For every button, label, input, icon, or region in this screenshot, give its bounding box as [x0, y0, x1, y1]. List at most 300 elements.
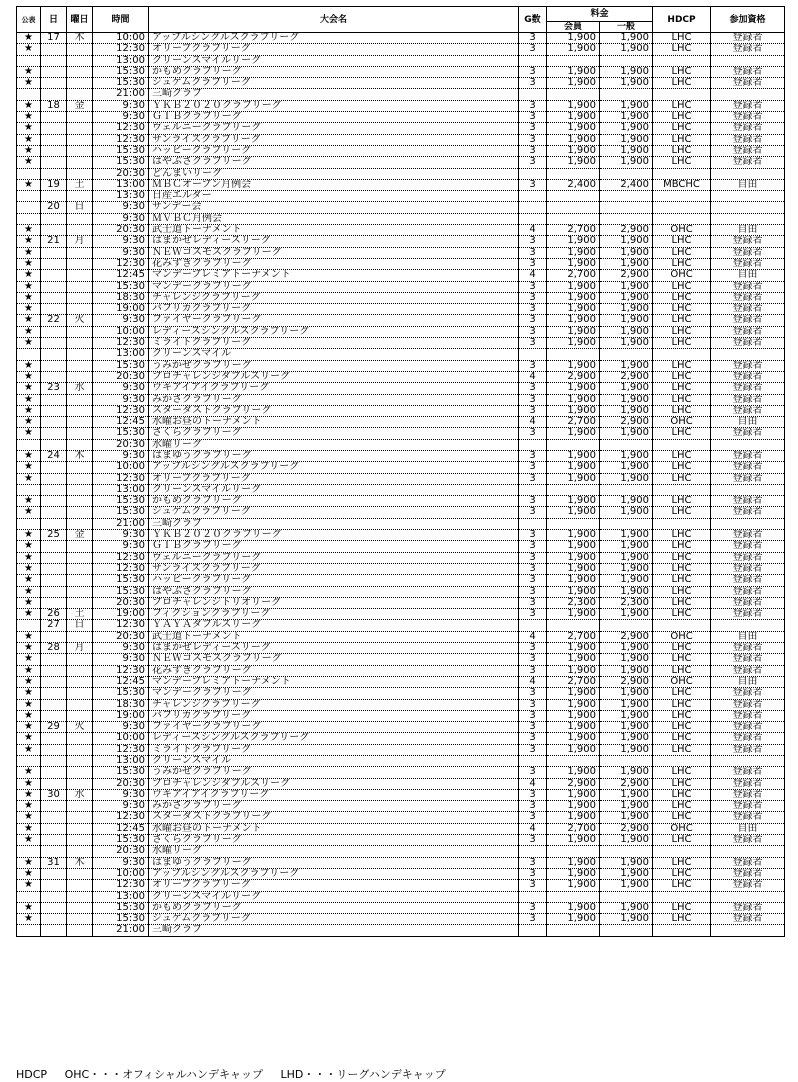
member-fee-cell: 1,900	[547, 643, 600, 654]
member-fee-cell: 1,900	[547, 688, 600, 699]
kohyo-cell: ★	[17, 914, 41, 925]
games-cell: 3	[519, 383, 547, 394]
general-fee-cell: 1,900	[600, 394, 653, 405]
games-cell: 3	[519, 78, 547, 89]
time-cell: 9:30	[93, 236, 149, 247]
kohyo-cell: ★	[17, 699, 41, 710]
table-row	[17, 835, 785, 846]
kohyo-cell: ★	[17, 100, 41, 111]
qualification-cell: 登録者	[711, 100, 785, 111]
hdcp-cell	[653, 439, 711, 450]
games-cell: 3	[519, 541, 547, 552]
time-cell: 12:30	[93, 620, 149, 631]
general-fee-cell: 2,900	[600, 823, 653, 834]
hdcp-cell: LHC	[653, 247, 711, 258]
day-cell	[41, 258, 67, 269]
table-row	[17, 225, 785, 236]
time-cell: 12:30	[93, 134, 149, 145]
general-fee-cell: 1,900	[600, 473, 653, 484]
table-row	[17, 258, 785, 269]
qualification-cell: 登録者	[711, 33, 785, 44]
weekday-cell: 木	[67, 33, 93, 44]
weekday-cell	[67, 112, 93, 123]
time-cell: 15:30	[93, 157, 149, 168]
table-row	[17, 394, 785, 405]
member-fee-cell: 1,900	[547, 112, 600, 123]
games-cell: 3	[519, 326, 547, 337]
member-fee-cell: 1,900	[547, 665, 600, 676]
kohyo-cell: ★	[17, 304, 41, 315]
hdcp-cell: LHC	[653, 643, 711, 654]
general-fee-cell: 1,900	[600, 450, 653, 461]
table-row	[17, 733, 785, 744]
general-fee-cell: 1,900	[600, 654, 653, 665]
qualification-cell: 登録者	[711, 880, 785, 891]
games-cell: 3	[519, 33, 547, 44]
event-name-cell: はまかぜレディースリーグ	[149, 236, 519, 247]
table-row	[17, 428, 785, 439]
day-cell	[41, 518, 67, 529]
header-kohyo: 公表	[17, 7, 41, 33]
table-row	[17, 383, 785, 394]
general-fee-cell: 1,900	[600, 541, 653, 552]
kohyo-cell: ★	[17, 835, 41, 846]
table-row	[17, 450, 785, 461]
qualification-cell	[711, 518, 785, 529]
time-cell: 12:30	[93, 880, 149, 891]
qualification-cell: 登録者	[711, 597, 785, 608]
table-row	[17, 518, 785, 529]
time-cell: 10:00	[93, 733, 149, 744]
time-cell: 9:30	[93, 213, 149, 224]
kohyo-cell: ★	[17, 258, 41, 269]
weekday-cell	[67, 676, 93, 687]
table-row	[17, 699, 785, 710]
member-fee-cell: 2,900	[547, 371, 600, 382]
table-row	[17, 360, 785, 371]
games-cell: 3	[519, 292, 547, 303]
time-cell: 10:00	[93, 868, 149, 879]
qualification-cell	[711, 925, 785, 936]
general-fee-cell: 1,900	[600, 66, 653, 77]
general-fee-cell: 1,900	[600, 914, 653, 925]
time-cell: 10:00	[93, 326, 149, 337]
qualification-cell	[711, 756, 785, 767]
table-row	[17, 33, 785, 44]
general-fee-cell: 1,900	[600, 868, 653, 879]
table-row	[17, 597, 785, 608]
weekday-cell	[67, 360, 93, 371]
table-row	[17, 914, 785, 925]
day-cell	[41, 304, 67, 315]
general-fee-cell	[600, 213, 653, 224]
day-cell	[41, 552, 67, 563]
weekday-cell	[67, 552, 93, 563]
time-cell: 12:30	[93, 563, 149, 574]
qualification-cell	[711, 891, 785, 902]
weekday-cell	[67, 281, 93, 292]
general-fee-cell: 1,900	[600, 665, 653, 676]
kohyo-cell: ★	[17, 665, 41, 676]
general-fee-cell: 1,900	[600, 338, 653, 349]
event-name-cell: かもめクラブリーグ	[149, 902, 519, 913]
day-cell	[41, 428, 67, 439]
kohyo-cell: ★	[17, 823, 41, 834]
time-cell: 15:30	[93, 575, 149, 586]
general-fee-cell: 2,400	[600, 179, 653, 190]
general-fee-cell	[600, 518, 653, 529]
event-name-cell: 水曜お昼のトーナメント	[149, 417, 519, 428]
member-fee-cell: 1,900	[547, 586, 600, 597]
weekday-cell	[67, 631, 93, 642]
weekday-cell: 月	[67, 643, 93, 654]
games-cell	[519, 213, 547, 224]
day-cell: 22	[41, 315, 67, 326]
event-name-cell: 水曜リーグ	[149, 439, 519, 450]
hdcp-cell: OHC	[653, 270, 711, 281]
day-cell	[41, 654, 67, 665]
hdcp-cell: OHC	[653, 676, 711, 687]
table-row	[17, 100, 785, 111]
general-fee-cell: 1,900	[600, 643, 653, 654]
qualification-cell: 自由	[711, 631, 785, 642]
day-cell	[41, 586, 67, 597]
member-fee-cell: 1,900	[547, 394, 600, 405]
hdcp-cell: LHC	[653, 338, 711, 349]
hdcp-cell: LHC	[653, 157, 711, 168]
general-fee-cell: 1,900	[600, 157, 653, 168]
kohyo-cell: ★	[17, 225, 41, 236]
kohyo-cell: ★	[17, 383, 41, 394]
kohyo-cell: ★	[17, 812, 41, 823]
weekday-cell: 金	[67, 100, 93, 111]
member-fee-cell	[547, 349, 600, 360]
event-name-cell: チャレンジクラブリーグ	[149, 699, 519, 710]
weekday-cell	[67, 123, 93, 134]
event-name-cell: プロチャレンジダブルスリーグ	[149, 778, 519, 789]
time-cell: 15:30	[93, 688, 149, 699]
kohyo-cell	[17, 168, 41, 179]
qualification-cell: 登録者	[711, 44, 785, 55]
games-cell: 3	[519, 405, 547, 416]
weekday-cell	[67, 801, 93, 812]
weekday-cell	[67, 496, 93, 507]
kohyo-cell: ★	[17, 496, 41, 507]
general-fee-cell	[600, 846, 653, 857]
member-fee-cell: 1,900	[547, 236, 600, 247]
day-cell	[41, 78, 67, 89]
hdcp-cell	[653, 349, 711, 360]
member-fee-cell: 1,900	[547, 507, 600, 518]
event-name-cell: サンライズクラブリーグ	[149, 134, 519, 145]
kohyo-cell: ★	[17, 563, 41, 574]
kohyo-cell: ★	[17, 338, 41, 349]
games-cell	[519, 55, 547, 66]
qualification-cell: 登録者	[711, 575, 785, 586]
games-cell: 3	[519, 563, 547, 574]
hdcp-cell: LHC	[653, 767, 711, 778]
hdcp-cell: LHC	[653, 733, 711, 744]
weekday-cell: 火	[67, 722, 93, 733]
time-cell: 15:30	[93, 507, 149, 518]
hdcp-cell: LHC	[653, 462, 711, 473]
qualification-cell: 登録者	[711, 507, 785, 518]
games-cell: 3	[519, 733, 547, 744]
table-row	[17, 123, 785, 134]
qualification-cell: 登録者	[711, 778, 785, 789]
kohyo-cell: ★	[17, 880, 41, 891]
general-fee-cell	[600, 891, 653, 902]
hdcp-cell: LHC	[653, 857, 711, 868]
table-row	[17, 676, 785, 687]
day-cell: 26	[41, 609, 67, 620]
day-cell	[41, 902, 67, 913]
event-name-cell: サンライズクラブリーグ	[149, 563, 519, 574]
qualification-cell: 登録者	[711, 371, 785, 382]
qualification-cell: 登録者	[711, 654, 785, 665]
hdcp-cell	[653, 55, 711, 66]
general-fee-cell	[600, 484, 653, 495]
general-fee-cell: 1,900	[600, 33, 653, 44]
qualification-cell: 登録者	[711, 473, 785, 484]
day-cell	[41, 575, 67, 586]
member-fee-cell	[547, 518, 600, 529]
day-cell	[41, 496, 67, 507]
time-cell: 18:30	[93, 292, 149, 303]
qualification-cell: 登録者	[711, 767, 785, 778]
member-fee-cell: 1,900	[547, 575, 600, 586]
general-fee-cell: 1,900	[600, 281, 653, 292]
table-row	[17, 496, 785, 507]
event-name-cell: 武士道トーナメント	[149, 225, 519, 236]
header-event: 大会名	[149, 7, 519, 33]
general-fee-cell: 2,900	[600, 225, 653, 236]
day-cell	[41, 55, 67, 66]
qualification-cell	[711, 484, 785, 495]
table-row	[17, 925, 785, 936]
qualification-cell: 登録者	[711, 428, 785, 439]
qualification-cell: 登録者	[711, 462, 785, 473]
kohyo-cell: ★	[17, 654, 41, 665]
qualification-cell: 登録者	[711, 258, 785, 269]
general-fee-cell	[600, 620, 653, 631]
kohyo-cell: ★	[17, 631, 41, 642]
general-fee-cell: 1,900	[600, 405, 653, 416]
qualification-cell: 登録者	[711, 722, 785, 733]
time-cell: 15:30	[93, 835, 149, 846]
day-cell	[41, 631, 67, 642]
hdcp-cell	[653, 620, 711, 631]
games-cell: 3	[519, 722, 547, 733]
weekday-cell	[67, 586, 93, 597]
weekday-cell	[67, 168, 93, 179]
table-row	[17, 484, 785, 495]
day-cell	[41, 326, 67, 337]
games-cell: 3	[519, 789, 547, 800]
day-cell	[41, 134, 67, 145]
general-fee-cell: 1,900	[600, 326, 653, 337]
time-cell: 12:30	[93, 258, 149, 269]
time-cell: 15:30	[93, 145, 149, 156]
member-fee-cell: 1,900	[547, 78, 600, 89]
time-cell: 19:00	[93, 304, 149, 315]
qualification-cell: 登録者	[711, 394, 785, 405]
day-cell	[41, 925, 67, 936]
general-fee-cell: 1,900	[600, 78, 653, 89]
qualification-cell: 登録者	[711, 315, 785, 326]
event-name-cell: 花みずきクラブリーグ	[149, 258, 519, 269]
hdcp-cell: LHC	[653, 778, 711, 789]
table-row	[17, 665, 785, 676]
table-row	[17, 563, 785, 574]
games-cell: 3	[519, 801, 547, 812]
day-cell: 31	[41, 857, 67, 868]
games-cell: 3	[519, 473, 547, 484]
event-name-cell: ウキアイアイクラブリーグ	[149, 789, 519, 800]
kohyo-cell: ★	[17, 247, 41, 258]
day-cell	[41, 473, 67, 484]
hdcp-cell: LHC	[653, 473, 711, 484]
weekday-cell	[67, 880, 93, 891]
qualification-cell: 登録者	[711, 326, 785, 337]
event-name-cell: みかさクラブリーグ	[149, 801, 519, 812]
day-cell	[41, 835, 67, 846]
general-fee-cell: 1,900	[600, 722, 653, 733]
weekday-cell: 日	[67, 202, 93, 213]
event-name-cell: サンデー会	[149, 202, 519, 213]
member-fee-cell	[547, 846, 600, 857]
qualification-cell	[711, 439, 785, 450]
games-cell: 3	[519, 66, 547, 77]
kohyo-cell: ★	[17, 123, 41, 134]
time-cell: 13:00	[93, 55, 149, 66]
member-fee-cell: 1,900	[547, 66, 600, 77]
member-fee-cell: 1,900	[547, 258, 600, 269]
time-cell: 9:30	[93, 450, 149, 461]
member-fee-cell	[547, 620, 600, 631]
table-row	[17, 643, 785, 654]
hdcp-cell: LHC	[653, 586, 711, 597]
event-name-cell: レディースシングルスクラブリーグ	[149, 326, 519, 337]
general-fee-cell: 1,900	[600, 575, 653, 586]
kohyo-cell: ★	[17, 394, 41, 405]
time-cell: 15:30	[93, 914, 149, 925]
table-row	[17, 530, 785, 541]
general-fee-cell: 1,900	[600, 710, 653, 721]
kohyo-cell: ★	[17, 507, 41, 518]
time-cell: 12:45	[93, 417, 149, 428]
event-name-cell: レディースシングルスクラブリーグ	[149, 733, 519, 744]
header-time: 時間	[93, 7, 149, 33]
member-fee-cell	[547, 202, 600, 213]
member-fee-cell: 2,700	[547, 823, 600, 834]
member-fee-cell: 1,900	[547, 902, 600, 913]
general-fee-cell: 2,900	[600, 631, 653, 642]
hdcp-cell	[653, 202, 711, 213]
time-cell: 9:30	[93, 247, 149, 258]
header-games: G数	[519, 7, 547, 33]
footer-ohc: OHC・・・オフィシャルハンデキャップ	[64, 1068, 263, 1081]
schedule-sheet	[16, 6, 784, 937]
table-row	[17, 801, 785, 812]
event-name-cell: 水曜リーグ	[149, 846, 519, 857]
hdcp-cell: LHC	[653, 722, 711, 733]
games-cell: 3	[519, 767, 547, 778]
event-name-cell: ＹＫＢ２０２０クラブリーグ	[149, 100, 519, 111]
member-fee-cell: 1,900	[547, 880, 600, 891]
games-cell: 4	[519, 270, 547, 281]
qualification-cell: 登録者	[711, 733, 785, 744]
games-cell: 3	[519, 880, 547, 891]
hdcp-cell: OHC	[653, 631, 711, 642]
general-fee-cell: 1,900	[600, 530, 653, 541]
weekday-cell	[67, 394, 93, 405]
hdcp-cell: LHC	[653, 654, 711, 665]
time-cell: 9:30	[93, 100, 149, 111]
day-cell: 29	[41, 722, 67, 733]
weekday-cell	[67, 89, 93, 100]
kohyo-cell: ★	[17, 789, 41, 800]
time-cell: 9:30	[93, 857, 149, 868]
member-fee-cell: 2,700	[547, 417, 600, 428]
hdcp-cell: LHC	[653, 44, 711, 55]
day-cell	[41, 846, 67, 857]
table-row	[17, 654, 785, 665]
weekday-cell	[67, 439, 93, 450]
day-cell	[41, 394, 67, 405]
hdcp-cell	[653, 89, 711, 100]
games-cell: 3	[519, 123, 547, 134]
hdcp-cell: LHC	[653, 112, 711, 123]
games-cell: 4	[519, 823, 547, 834]
table-row	[17, 315, 785, 326]
member-fee-cell: 1,900	[547, 100, 600, 111]
hdcp-cell: LHC	[653, 835, 711, 846]
day-cell	[41, 439, 67, 450]
weekday-cell	[67, 462, 93, 473]
games-cell	[519, 620, 547, 631]
event-name-cell: ＮＥＷコスモスクラブリーグ	[149, 654, 519, 665]
weekday-cell	[67, 541, 93, 552]
time-cell: 15:30	[93, 428, 149, 439]
general-fee-cell: 1,900	[600, 134, 653, 145]
table-row	[17, 620, 785, 631]
time-cell: 15:30	[93, 281, 149, 292]
day-cell	[41, 597, 67, 608]
event-name-cell: ファイヤークラブリーグ	[149, 722, 519, 733]
weekday-cell	[67, 225, 93, 236]
day-cell	[41, 801, 67, 812]
games-cell: 4	[519, 778, 547, 789]
general-fee-cell: 1,900	[600, 688, 653, 699]
qualification-cell: 登録者	[711, 405, 785, 416]
time-cell: 21:00	[93, 925, 149, 936]
table-row	[17, 744, 785, 755]
kohyo-cell	[17, 349, 41, 360]
time-cell: 20:30	[93, 168, 149, 179]
member-fee-cell: 2,700	[547, 631, 600, 642]
day-cell	[41, 541, 67, 552]
games-cell	[519, 349, 547, 360]
general-fee-cell: 1,900	[600, 586, 653, 597]
kohyo-cell: ★	[17, 676, 41, 687]
member-fee-cell: 1,900	[547, 428, 600, 439]
games-cell: 3	[519, 597, 547, 608]
general-fee-cell: 1,900	[600, 789, 653, 800]
day-cell	[41, 710, 67, 721]
member-fee-cell: 1,900	[547, 767, 600, 778]
event-name-cell: ＹＫＢ２０２０クラブリーグ	[149, 530, 519, 541]
